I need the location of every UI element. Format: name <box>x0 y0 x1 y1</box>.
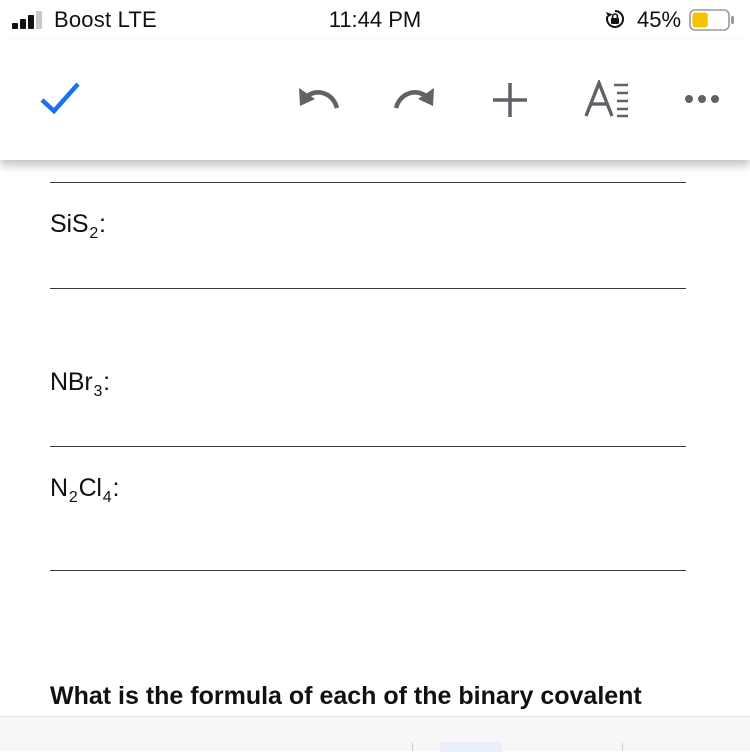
editor-toolbar <box>0 40 750 160</box>
answer-line <box>50 182 686 183</box>
text-format-icon[interactable] <box>584 80 630 118</box>
formula-subscript: 2 <box>89 225 99 242</box>
formula-text: SiS <box>50 210 89 238</box>
bottom-tab[interactable] <box>440 742 502 752</box>
answer-line <box>50 288 686 289</box>
redo-icon[interactable] <box>392 80 438 116</box>
formula-sis2 <box>50 210 106 242</box>
checkmark-icon[interactable] <box>38 78 82 118</box>
formula-text: NBr <box>50 368 93 396</box>
status-bar <box>0 0 750 40</box>
formula-text: : <box>103 368 110 396</box>
plus-icon[interactable] <box>490 80 530 120</box>
answer-line <box>50 446 686 447</box>
status-time: 11:44 PM <box>328 7 422 32</box>
more-icon[interactable] <box>684 92 720 106</box>
undo-icon[interactable] <box>295 80 341 116</box>
formula-text: Cl <box>78 474 102 502</box>
battery-percent: 45% <box>637 7 682 32</box>
formula-nbr3 <box>50 368 110 400</box>
question-text: What is the formula of each of the binary covalent <box>50 682 642 710</box>
formula-text: : <box>99 210 106 238</box>
formula-subscript: 3 <box>93 383 103 400</box>
formula-subscript: 4 <box>102 489 112 506</box>
formula-n2cl4 <box>50 474 120 506</box>
battery-icon <box>689 9 735 31</box>
formula-text: N <box>50 474 68 502</box>
answer-line <box>50 570 686 571</box>
formula-subscript: 2 <box>68 489 78 506</box>
formula-text: : <box>112 474 120 502</box>
document-page[interactable] <box>0 160 750 716</box>
carrier-name: Boost LTE <box>54 7 157 32</box>
orientation-lock-icon <box>604 8 626 30</box>
bottom-bar <box>0 716 750 751</box>
